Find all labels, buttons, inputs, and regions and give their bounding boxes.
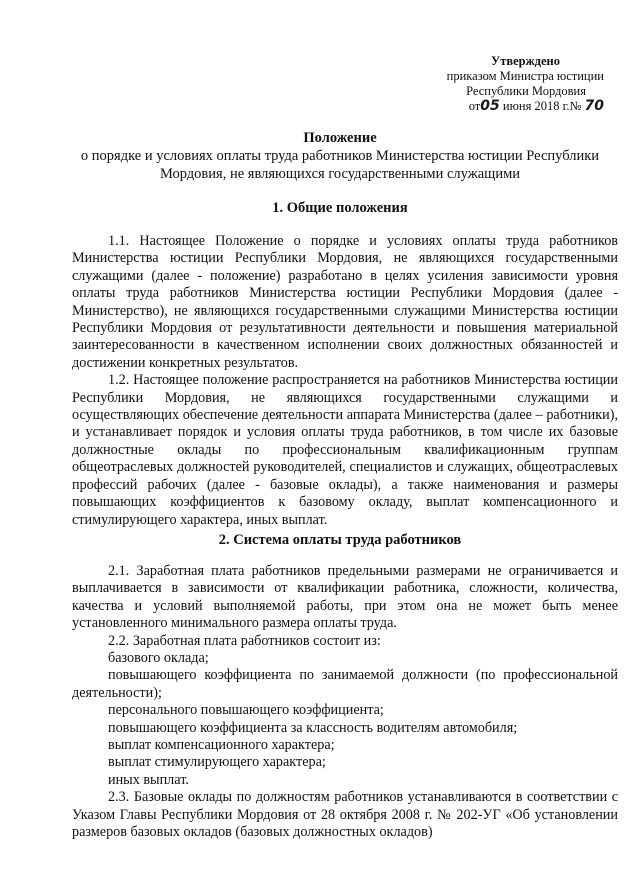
document-title [60, 129, 620, 183]
title-line-1: о порядке и условиях оплаты труда работников Министерства юстиции Республики [80, 148, 600, 164]
approval-republic-line: Республики Мордовия [466, 84, 586, 98]
list-item: иных выплат. [108, 771, 189, 788]
section-1-body [72, 233, 618, 529]
paragraph-2-2: 2.2. Заработная плата работников состоит из: [108, 632, 381, 649]
paragraph-1-1: 1.1. Настоящее Положение о порядке и условиях оплаты труда работников Министерства юстиции Республики Мордовия, не являющихся государственными служащими (далее - положение) разработано в целях усиления зависимости уровня оплаты труда работников Министерства юстиции Республики Мордовия (далее - Министерство), не являющихся государственными служащими Министерства юстиции Республики Мордовия от результативности деятельности и повышения материальной заинтересованности в качественном исполнении своих должностных обязанностей и достижении конкретных результатов. [72, 233, 618, 371]
paragraph-2-3: 2.3. Базовые оклады по должностям работников устанавливаются в соответствии с Указом Главы Республики Мордовия от 28 октября 2008 г. № 202-УГ «Об установлении размеров базовых окладов (базовых должностных окладов) [72, 789, 618, 841]
section-1-heading: 1. Общие положения [272, 200, 408, 216]
list-item: базового оклада; [108, 650, 209, 667]
approval-date-rest: июня 2018 г.№ [502, 99, 582, 113]
approval-date-day: 05 [480, 98, 500, 114]
approval-order-number: 70 [584, 98, 604, 114]
list-item: выплат стимулирующего характера; [108, 754, 326, 771]
list-item: персонального повышающего коэффициента; [108, 702, 384, 719]
title-line-2: Мордовия, не являющихся государственными служащими [159, 166, 521, 182]
approval-order-line: приказом Министра юстиции [446, 69, 604, 83]
paragraph-1-2: 1.2. Настоящее положение распространяется на работников Министерства юстиции Республики Мордовия, не являющихся государственными служащими и осуществляющих обеспечение деятельности аппарата Министерства (далее – работники), и устанавливает порядок и условия оплаты труда работников, в том числе их базовые должностные оклады по профессиональным квалификационным группам общеотраслевых должностей руководителей, специалистов и служащих, общеотраслевых профессий рабочих (далее - базовые оклады), а также наименования и размеры повышающих коэффициентов к базовому окладу, выплат компенсационного и стимулирующего характера, иных выплат. [72, 372, 618, 528]
list-item: выплат компенсационного характера; [108, 737, 335, 754]
approval-stamp [404, 54, 604, 114]
salary-components-list [72, 650, 618, 789]
section-2-heading: 2. Система оплаты труда работников [218, 532, 462, 548]
section-2-body [72, 563, 618, 842]
paragraph-2-1: 2.1. Заработная плата работников предельными размерами не ограничивается и выплачивается в зависимости от квалификации работника, сложности, количества, качества и условий выполняемой работы, при этом она не может быть менее установленного минимального размера оплаты труда. [72, 563, 618, 632]
approval-date-line [404, 99, 604, 114]
title-main: Положение [303, 130, 377, 146]
list-item: повышающего коэффициента за классность водителям автомобиля; [108, 719, 518, 736]
list-item: повышающего коэффициента по занимаемой должности (по профессиональной деятельности); [72, 667, 618, 701]
approval-heading: Утверждено [491, 54, 560, 68]
approval-date-prefix: от [468, 99, 481, 113]
